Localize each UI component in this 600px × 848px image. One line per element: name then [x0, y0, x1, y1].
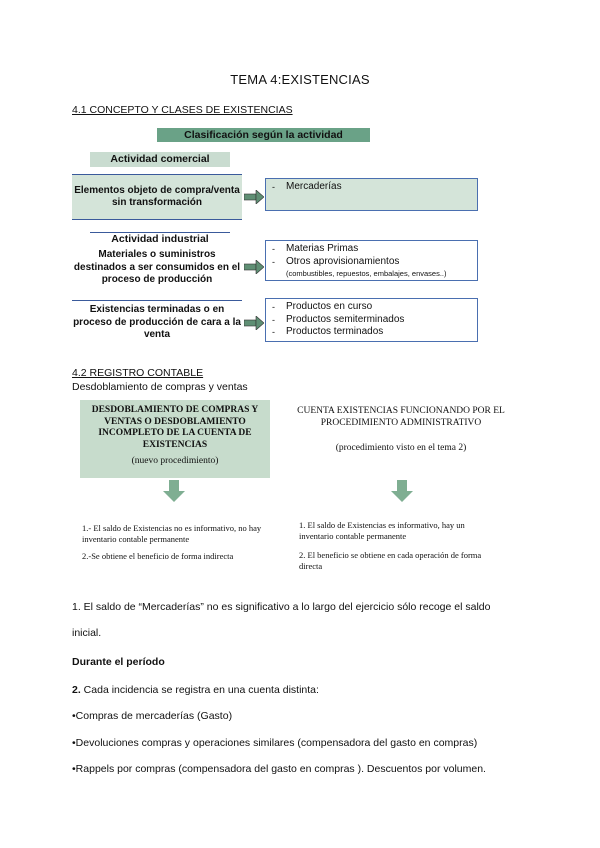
procedimiento-administrativo-box: [296, 406, 506, 455]
terminadas-description-text: Existencias terminadas o en proceso de producción de cara a la venta: [73, 304, 241, 341]
list-item: •Rappels por compras (compensadora del gasto en compras ). Descuentos por volumen.: [72, 763, 486, 775]
classification-banner: Clasificación según la actividad: [157, 128, 370, 142]
period-heading: Durante el período: [72, 656, 165, 668]
paragraph-incidencia-text: Cada incidencia se registra en una cuenta distinta:: [80, 684, 319, 696]
paragraph-incidencia: [72, 684, 319, 696]
list-item: - Mercaderías: [272, 181, 471, 194]
paragraph-number: 2.: [72, 684, 81, 696]
paragraph-saldo-line: inicial.: [72, 627, 102, 639]
comercial-description-text: Elementos objeto de compra/venta sin transformación: [74, 184, 240, 208]
paragraph-saldo: [72, 601, 490, 613]
list-item: - Otros aprovisionamientos: [272, 256, 471, 269]
industrial-description: [72, 248, 242, 288]
terminadas-description: [72, 300, 242, 345]
paragraph-saldo-line: 1. El saldo de “Mercaderías” no es significativo a lo largo del ejercicio sólo recoge el saldo: [72, 601, 491, 613]
list-item: - Productos en curso: [272, 301, 471, 314]
list-item: - Productos semiterminados: [272, 314, 471, 327]
actividad-comercial-label: Actividad comercial: [90, 152, 230, 167]
list-item: - Productos terminados: [272, 326, 471, 339]
comercial-types-box: [265, 178, 478, 211]
actividad-industrial-label: Actividad industrial: [90, 232, 230, 247]
procedimiento-administrativo-subtitle: (procedimiento visto en el tema 2): [335, 443, 467, 453]
arrow-right-icon: [244, 260, 264, 274]
arrow-down-icon: [163, 480, 185, 502]
page-title: TEMA 4:EXISTENCIAS: [230, 72, 370, 87]
list-item: •Devoluciones compras y operaciones similares (compensadora del gasto en compras): [72, 737, 478, 749]
procedimiento-administrativo-title: CUENTA EXISTENCIAS FUNCIONANDO POR EL PROCEDIMIENTO ADMINISTRATIVO: [297, 406, 505, 428]
right-point-2: 2. El beneficio se obtiene en cada operación de forma directa: [299, 550, 482, 571]
right-point-1: 1. El saldo de Existencias es informativo, hay un inventario contable permanente: [299, 520, 465, 541]
left-point-2: 2.-Se obtiene el beneficio de forma indirecta: [82, 551, 234, 561]
list-item: - Materias Primas: [272, 243, 471, 256]
left-point-1: 1.- El saldo de Existencias no es informativo, no hay inventario contable permanente: [82, 523, 262, 544]
section-subheading: Desdoblamiento de compras y ventas: [72, 381, 248, 393]
industrial-description-text: Materiales o suministros destinados a ser consumidos en el proceso de producción: [73, 249, 241, 286]
nuevo-procedimiento-box: [80, 400, 270, 478]
terminadas-types-box: [265, 298, 478, 342]
comercial-description: [72, 174, 242, 220]
arrow-right-icon: [244, 316, 264, 330]
industrial-note: (combustibles, repuestos, embalajes, envases..): [286, 269, 447, 278]
arrow-down-icon: [391, 480, 413, 502]
arrow-right-icon: [244, 190, 264, 204]
industrial-types-box: [265, 240, 478, 281]
section-heading-concepto: 4.1 CONCEPTO Y CLASES DE EXISTENCIAS: [72, 104, 293, 116]
nuevo-procedimiento-subtitle: (nuevo procedimiento): [131, 456, 219, 466]
list-item: •Compras de mercaderías (Gasto): [72, 710, 233, 722]
section-heading-registro: 4.2 REGISTRO CONTABLE: [72, 367, 204, 379]
nuevo-procedimiento-title: DESDOBLAMIENTO DE COMPRAS Y VENTAS O DESDOBLAMIENTO INCOMPLETO DE LA CUENTA DE EXISTENCIAS: [91, 405, 259, 450]
